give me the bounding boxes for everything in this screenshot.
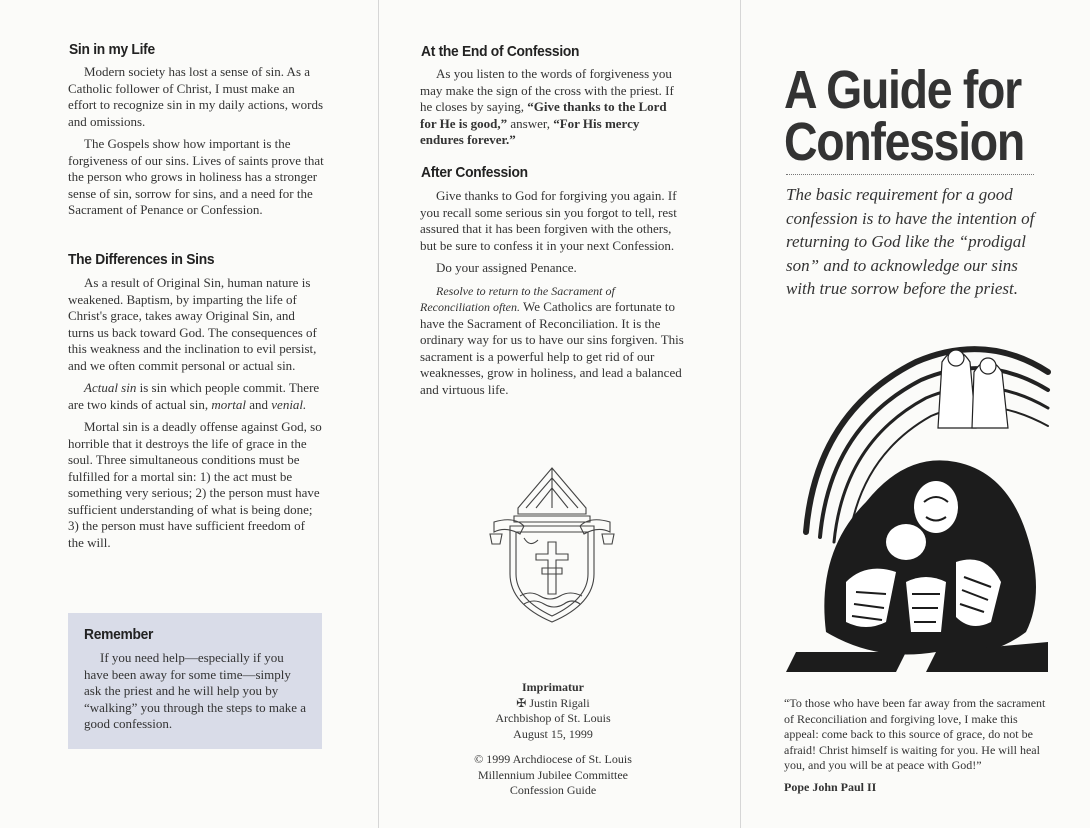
quote-author: Pope John Paul II xyxy=(784,779,877,794)
copyright-line-3: Confession Guide xyxy=(509,783,597,797)
pope-quote xyxy=(784,696,1054,795)
quote-text: “To those who have been far away from the sacrament of Reconciliation and forgiving love, I make this appeal: come back to this source of grace, do not be afraid! Christ himself is waiting for you. He will heal you, and you will be at peace with God!” xyxy=(784,696,1046,772)
response-words: “For His mercy endures forever.” xyxy=(420,115,640,147)
copyright-line-2: Millennium Jubilee Committee xyxy=(478,767,628,782)
dotted-divider xyxy=(786,174,1034,175)
copyright-line-1: © 1999 Archdiocese of St. Louis xyxy=(474,752,632,766)
cover-subtitle: The basic requirement for a good confession is to have the intention of returning to God like the “prodigal son” and to acknowledge our sins with true sorrow before the priest. xyxy=(786,185,1035,298)
remember-text xyxy=(84,650,310,733)
imprimatur-label: Imprimatur xyxy=(522,680,584,694)
end-text-c: answer, xyxy=(507,115,554,131)
title-line-1: A Guide for xyxy=(784,60,1021,120)
after-paragraph-3 xyxy=(420,283,687,399)
mortal-sin-paragraph: Mortal sin is a deadly offense against God, so horrible that it destroys the life of grace in the soul. Three simultaneous conditions must be fulfilled for a mortal sin: 1) the act must be something very serious; 2) the person must have sufficient understanding of what is being done; 3) the person must have sufficient freedom of the will. xyxy=(68,419,322,550)
venial-term: venial. xyxy=(271,396,307,412)
priest-words: “Give thanks to the Lord for He is good,” xyxy=(420,99,667,131)
differences-in-sins-heading: The Differences in Sins xyxy=(68,251,215,268)
after-paragraph-1: Give thanks to God for forgiving you again. If you recall some serious sin you forgot to tell, rest assured that it has been forgiven with the others, but be sure to confess it in your next Confession. xyxy=(420,188,677,253)
end-of-confession-text xyxy=(420,66,686,149)
resolve-rest: We Catholics are fortunate to have the Sacrament of Reconciliation. It is the ordinary way for us to have our sins forgiven. This sacrament is a powerful help to get rid of our weaknesses, grow in holiness, and lead a balanced and virtuous life. xyxy=(420,299,684,397)
imprimatur-name: ✠ Justin Rigali xyxy=(516,695,590,710)
resolve-italic: Resolve to return to the Sacrament of Reconciliation often. xyxy=(420,283,615,314)
remember-paragraph: If you need help—especially if you have been away for some time—simply ask the priest and he will help you by “walking” you through the steps to make a good confession. xyxy=(84,650,307,731)
after-confession-text xyxy=(420,188,687,398)
mortal-term: mortal xyxy=(211,396,246,412)
differences-paragraph: As a result of Original Sin, human nature is weakened. Baptism, by imparting the life of Christ's grace, takes away Original Sin, and turns us back toward God. The consequences of this weakness and the inclination to evil persist, and we often commit personal or actual sin. xyxy=(68,275,317,373)
differences-text xyxy=(68,275,324,551)
sin-paragraph-1: Modern society has lost a sense of sin. As a Catholic follower of Christ, I must make an effort to recognize sin in my daily actions, words and omissions. xyxy=(68,64,324,129)
actual-sin-paragraph xyxy=(68,380,324,413)
prodigal-son-illustration xyxy=(786,332,1054,672)
end-text-a: As you listen to the words of forgiveness you may make the sign of the cross with the priest. If he closes by saying, xyxy=(420,66,674,114)
imprimatur-title: Archbishop of St. Louis xyxy=(495,711,611,725)
imprimatur-block xyxy=(420,680,686,799)
sin-paragraph-2: The Gospels show how important is the forgiveness of our sins. Lives of saints prove that the person who grows in holiness has a stronger sense of sin, sorrow for sins, and a need for the Sacrament of Penance or Confession. xyxy=(68,136,324,217)
sin-in-my-life-heading: Sin in my Life xyxy=(69,41,155,58)
archdiocese-coat-of-arms-emblem xyxy=(484,464,620,626)
remember-heading: Remember xyxy=(84,626,154,643)
sin-in-my-life-text xyxy=(68,64,324,219)
imprimatur-date: August 15, 1999 xyxy=(513,726,593,741)
after-confession-heading: After Confession xyxy=(421,164,528,181)
cover-title xyxy=(784,60,1042,172)
title-line-2: Confession xyxy=(784,112,1024,172)
actual-sin-rest: is sin which people commit. There are two kinds of actual sin, xyxy=(68,380,320,412)
end-of-confession-heading: At the End of Confession xyxy=(421,43,580,60)
after-paragraph-2: Do your assigned Penance. xyxy=(436,260,577,275)
and-text: and xyxy=(246,396,272,412)
end-of-confession-paragraph xyxy=(420,66,686,149)
actual-sin-term: Actual sin xyxy=(84,380,137,395)
